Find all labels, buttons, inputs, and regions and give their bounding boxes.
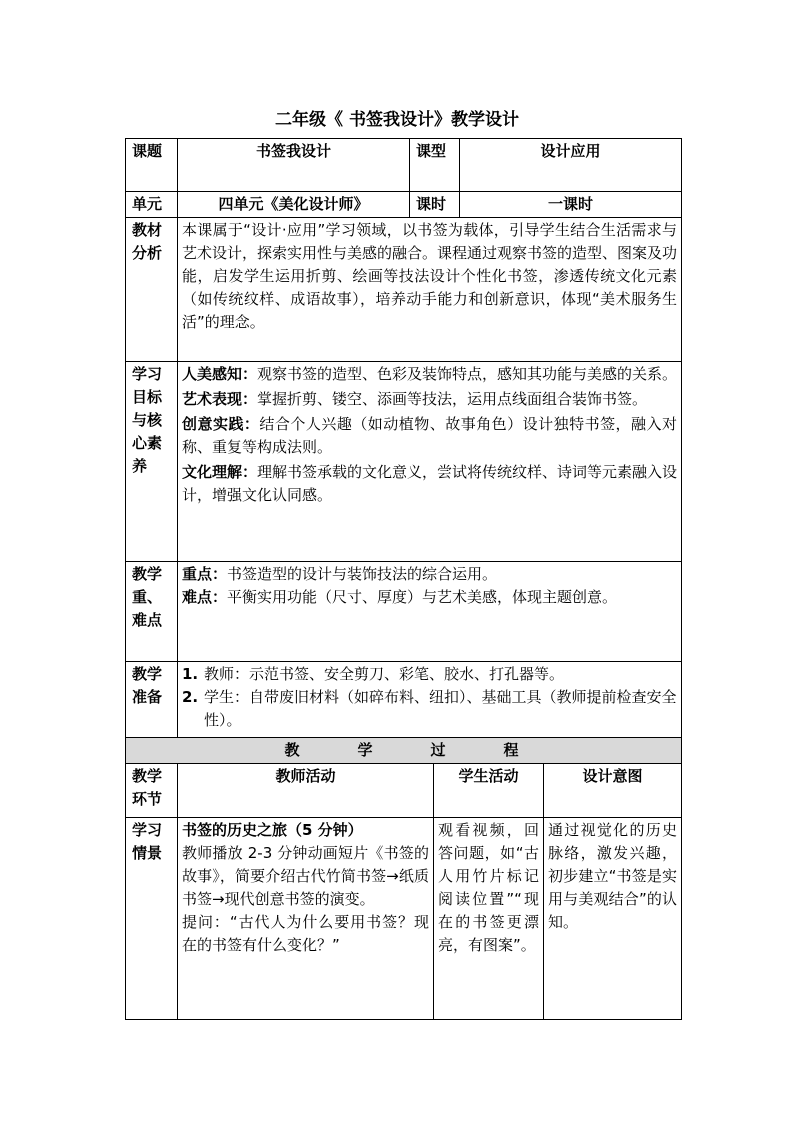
preparation-item: 1. 教师：示范书签、安全剪刀、彩笔、胶水、打孔器等。 [182, 665, 565, 683]
keypoints-list [178, 562, 682, 662]
process-intent: 通过视觉化的历史脉络，激发兴趣，初步建立“书签是实用与美观结合”的认知。 [544, 818, 682, 1020]
process-title: 教学过程 [126, 738, 682, 764]
col-intent-header: 设计意图 [544, 764, 682, 818]
objectives-list [178, 362, 682, 562]
label-topic: 课题 [126, 139, 178, 192]
analysis-text: 本课属于“设计·应用”学习领域，以书签为载体，引导学生结合生活需求与艺术设计，探索实用性与美感的融合。课程通过观察书签的造型、图案及功能，启发学生运用折剪、绘画等技法设计个性化书签，渗透传统文化元素（如传统纹样、成语故事），培养动手能力和创新意识，体现“美术服务生活”的理念。 [178, 218, 682, 362]
col-student-header: 学生活动 [434, 764, 544, 818]
process-stage: 学习情景 [126, 818, 178, 1020]
objective-item: 人美感知：观察书签的造型、色彩及装饰特点，感知其功能与美感的关系。 [182, 365, 678, 383]
row-process-header [126, 764, 682, 818]
topic-value: 书签我设计 [178, 139, 410, 192]
label-analysis: 教材分析 [126, 218, 178, 362]
row-analysis [126, 218, 682, 362]
lesson-plan-table [125, 138, 682, 1020]
type-value: 设计应用 [460, 139, 682, 192]
keypoint-item: 重点：书签造型的设计与装饰技法的综合运用。 [182, 565, 498, 583]
label-period: 课时 [410, 192, 460, 218]
label-objectives: 学习目标与核心素养 [126, 362, 178, 562]
period-value: 一课时 [460, 192, 682, 218]
col-stage-header: 教学环节 [126, 764, 178, 818]
keypoint-item: 难点：平衡实用功能（尺寸、厚度）与艺术美感，体现主题创意。 [182, 588, 618, 606]
preparation-list [178, 662, 682, 738]
label-unit: 单元 [126, 192, 178, 218]
page-title: 二年级《 书签我设计》教学设计 [275, 110, 519, 130]
objective-item: 文化理解：理解书签承载的文化意义，尝试将传统纹样、诗词等元素融入设计，增强文化认同感。 [182, 463, 678, 504]
objective-item: 艺术表现：掌握折剪、镂空、添画等技法，运用点线面组合装饰书签。 [182, 390, 648, 408]
objective-item: 创意实践：结合个人兴趣（如动植物、故事角色）设计独特书签，融入对称、重复等构成法则。 [182, 415, 678, 456]
row-topic [126, 139, 682, 192]
unit-value: 四单元《美化设计师》 [178, 192, 410, 218]
label-type: 课型 [410, 139, 460, 192]
row-preparation [126, 662, 682, 738]
process-teacher-activity: 书签的历史之旅（5 分钟） 教师播放 2-3 分钟动画短片《书签的故事》，简要介绍古代竹简书签→纸质书签→现代创意书签的演变。 提问：“古代人为什么要用书签？现在的书签有什么变化？” [178, 818, 434, 1020]
process-student-activity: 观看视频，回答问题，如“古人用竹片标记阅读位置”“现在的书签更漂亮，有图案”。 [434, 818, 544, 1020]
preparation-item: 2. 学生：自带废旧材料（如碎布料、纽扣）、基础工具（教师提前检查安全性）。 [182, 688, 677, 729]
row-objectives [126, 362, 682, 562]
label-preparation: 教学准备 [126, 662, 178, 738]
row-unit [126, 192, 682, 218]
row-process-title [126, 738, 682, 764]
row-keypoints [126, 562, 682, 662]
label-keypoints: 教学重、难点 [126, 562, 178, 662]
col-teacher-header: 教师活动 [178, 764, 434, 818]
process-row [126, 818, 682, 1020]
